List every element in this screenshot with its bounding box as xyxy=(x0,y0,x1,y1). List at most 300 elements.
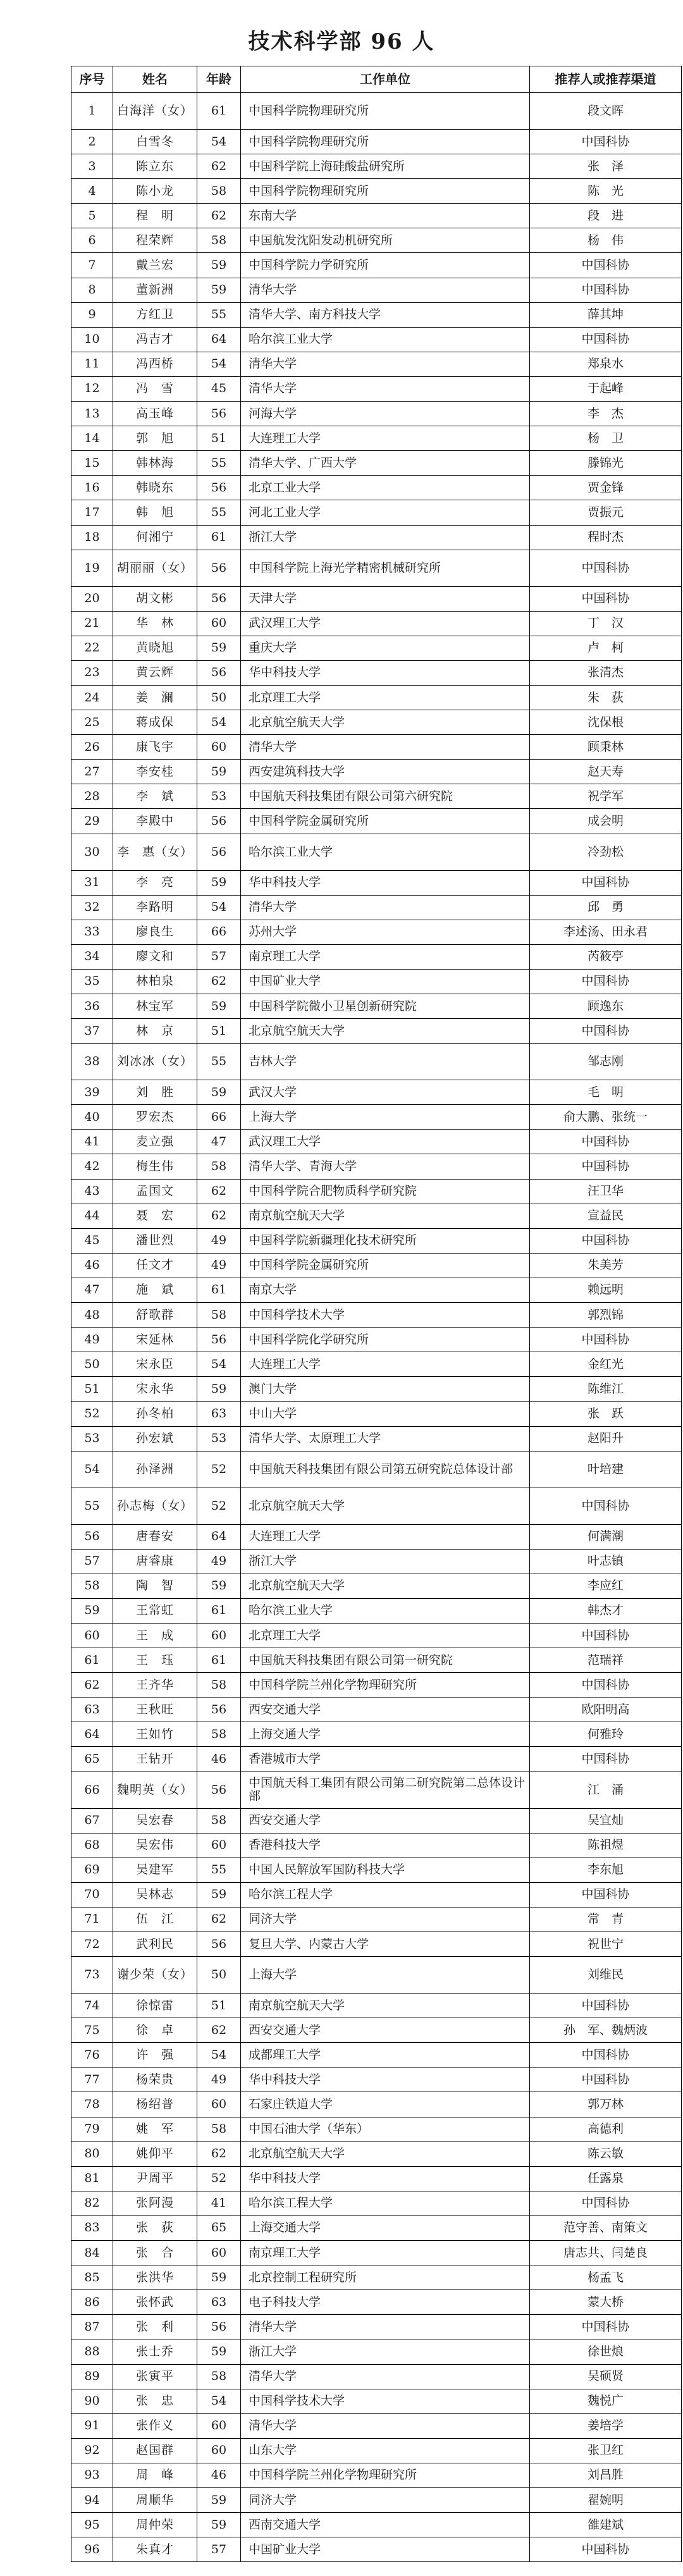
table-row xyxy=(71,1574,682,1598)
cell-unit: 清华大学 xyxy=(241,2364,530,2389)
cell-num: 37 xyxy=(71,1019,113,1044)
cell-unit: 清华大学 xyxy=(241,735,530,760)
cell-num: 73 xyxy=(71,1957,113,1994)
cell-unit: 清华大学 xyxy=(241,895,530,920)
cell-name: 张洪华 xyxy=(113,2265,197,2290)
table-row xyxy=(71,228,682,253)
cell-unit: 清华大学 xyxy=(241,2315,530,2339)
cell-recommender: 贾金锋 xyxy=(530,476,682,500)
cell-name: 尹周平 xyxy=(113,2166,197,2191)
cell-unit: 大连理工大学 xyxy=(241,1524,530,1549)
cell-name: 吴宏伟 xyxy=(113,1833,197,1858)
cell-age: 59 xyxy=(197,1882,241,1907)
cell-age: 64 xyxy=(197,327,241,352)
table-row xyxy=(71,376,682,401)
cell-recommender: 中国科协 xyxy=(530,2191,682,2215)
table-row xyxy=(71,784,682,809)
cell-recommender: 范瑞祥 xyxy=(530,1648,682,1673)
cell-unit: 北京航空航天大学 xyxy=(241,1488,530,1524)
cell-age: 62 xyxy=(197,154,241,179)
page-title: 技术科学部 96 人 xyxy=(248,29,435,54)
cell-unit: 南京大学 xyxy=(241,1278,530,1302)
cell-unit: 南京航空航天大学 xyxy=(241,1994,530,2018)
table-row xyxy=(71,1722,682,1747)
cell-unit: 西安交通大学 xyxy=(241,2018,530,2043)
cell-unit: 中国航发沈阳发动机研究所 xyxy=(241,228,530,253)
cell-recommender: 中国科协 xyxy=(530,1747,682,1772)
cell-recommender: 李应红 xyxy=(530,1574,682,1598)
table-row xyxy=(71,525,682,550)
cell-recommender: 中国科协 xyxy=(530,2537,682,2562)
cell-age: 46 xyxy=(197,1747,241,1772)
cell-name: 任文才 xyxy=(113,1253,197,1278)
table-row xyxy=(71,1019,682,1044)
cell-age: 54 xyxy=(197,895,241,920)
cell-recommender: 中国科协 xyxy=(530,1130,682,1154)
cell-age: 58 xyxy=(197,1303,241,1328)
cell-age: 58 xyxy=(197,179,241,204)
cell-unit: 香港科技大学 xyxy=(241,1833,530,1858)
cell-age: 54 xyxy=(197,710,241,735)
cell-name: 麦立强 xyxy=(113,1130,197,1154)
table-row xyxy=(71,154,682,179)
cell-name: 王常虹 xyxy=(113,1598,197,1623)
cell-num: 21 xyxy=(71,611,113,636)
cell-unit: 哈尔滨工业大学 xyxy=(241,834,530,870)
cell-unit: 复旦大学、内蒙古大学 xyxy=(241,1932,530,1957)
cell-name: 朱真才 xyxy=(113,2537,197,2562)
cell-num: 93 xyxy=(71,2463,113,2487)
cell-recommender: 中国科协 xyxy=(530,130,682,154)
cell-name: 姚仰平 xyxy=(113,2142,197,2166)
cell-unit: 武汉大学 xyxy=(241,1080,530,1105)
cell-unit: 哈尔滨工业大学 xyxy=(241,1598,530,1623)
cell-age: 56 xyxy=(197,1698,241,1722)
cell-recommender: 杨 伟 xyxy=(530,228,682,253)
table-row xyxy=(71,1858,682,1882)
cell-num: 84 xyxy=(71,2241,113,2265)
cell-num: 63 xyxy=(71,1698,113,1722)
cell-name: 白海洋（女） xyxy=(113,93,197,130)
cell-num: 8 xyxy=(71,278,113,302)
cell-name: 高玉峰 xyxy=(113,402,197,426)
cell-age: 66 xyxy=(197,920,241,944)
table-row xyxy=(71,1328,682,1352)
cell-unit: 华中科技大学 xyxy=(241,2068,530,2092)
cell-name: 韩林海 xyxy=(113,451,197,476)
cell-num: 20 xyxy=(71,586,113,611)
cell-age: 59 xyxy=(197,278,241,302)
cell-unit: 清华大学、青海大学 xyxy=(241,1154,530,1179)
table-row xyxy=(71,1524,682,1549)
table-row xyxy=(71,2487,682,2512)
table-row xyxy=(71,834,682,870)
cell-recommender: 卢 柯 xyxy=(530,636,682,660)
cell-num: 94 xyxy=(71,2487,113,2512)
table-row xyxy=(71,611,682,636)
cell-num: 41 xyxy=(71,1130,113,1154)
cell-age: 62 xyxy=(197,204,241,228)
cell-name: 张士乔 xyxy=(113,2339,197,2364)
cell-age: 56 xyxy=(197,2315,241,2339)
cell-age: 54 xyxy=(197,2043,241,2068)
cell-age: 63 xyxy=(197,2290,241,2315)
table-row xyxy=(71,500,682,525)
table-row xyxy=(71,1451,682,1488)
table-row xyxy=(71,994,682,1019)
cell-age: 56 xyxy=(197,1772,241,1808)
cell-age: 49 xyxy=(197,1549,241,1574)
cell-recommender: 欧阳明高 xyxy=(530,1698,682,1722)
candidates-table xyxy=(71,66,682,2562)
cell-recommender: 李东旭 xyxy=(530,1858,682,1882)
cell-name: 张作义 xyxy=(113,2413,197,2438)
cell-num: 25 xyxy=(71,710,113,735)
cell-recommender: 邹志刚 xyxy=(530,1044,682,1080)
cell-recommender: 中国科协 xyxy=(530,1488,682,1524)
cell-age: 58 xyxy=(197,2117,241,2142)
cell-name: 张寅平 xyxy=(113,2364,197,2389)
cell-num: 18 xyxy=(71,525,113,550)
cell-age: 59 xyxy=(197,760,241,784)
table-row xyxy=(71,2018,682,2043)
table-row xyxy=(71,179,682,204)
cell-unit: 中国科学院兰州化学物理研究所 xyxy=(241,1673,530,1698)
table-row xyxy=(71,476,682,500)
table-row xyxy=(71,2166,682,2191)
cell-age: 59 xyxy=(197,2487,241,2512)
table-row xyxy=(71,2315,682,2339)
cell-recommender: 朱美芳 xyxy=(530,1253,682,1278)
cell-age: 58 xyxy=(197,228,241,253)
cell-name: 程 明 xyxy=(113,204,197,228)
cell-num: 86 xyxy=(71,2290,113,2315)
cell-num: 85 xyxy=(71,2265,113,2290)
cell-unit: 中国航天科技集团有限公司第六研究院 xyxy=(241,784,530,809)
cell-recommender: 沈保根 xyxy=(530,710,682,735)
cell-age: 56 xyxy=(197,402,241,426)
cell-age: 60 xyxy=(197,2241,241,2265)
cell-age: 59 xyxy=(197,1574,241,1598)
cell-unit: 华中科技大学 xyxy=(241,870,530,895)
cell-recommender: 中国科协 xyxy=(530,1154,682,1179)
cell-num: 96 xyxy=(71,2537,113,2562)
cell-num: 64 xyxy=(71,1722,113,1747)
cell-num: 4 xyxy=(71,179,113,204)
cell-num: 71 xyxy=(71,1907,113,1932)
table-header-row xyxy=(71,66,682,93)
cell-age: 59 xyxy=(197,2265,241,2290)
cell-unit: 中国科学技术大学 xyxy=(241,2389,530,2413)
cell-unit: 清华大学 xyxy=(241,2413,530,2438)
cell-num: 95 xyxy=(71,2513,113,2537)
table-row xyxy=(71,302,682,327)
cell-age: 50 xyxy=(197,1957,241,1994)
cell-name: 韩晓东 xyxy=(113,476,197,500)
table-row xyxy=(71,1253,682,1278)
table-row xyxy=(71,660,682,685)
cell-name: 白雪冬 xyxy=(113,130,197,154)
cell-age: 57 xyxy=(197,2537,241,2562)
cell-age: 54 xyxy=(197,352,241,376)
cell-age: 62 xyxy=(197,2142,241,2166)
cell-unit: 上海大学 xyxy=(241,1105,530,1130)
cell-recommender: 何满潮 xyxy=(530,1524,682,1549)
cell-name: 徐惊雷 xyxy=(113,1994,197,2018)
cell-age: 53 xyxy=(197,1426,241,1451)
cell-num: 22 xyxy=(71,636,113,660)
cell-recommender: 徐世烺 xyxy=(530,2339,682,2364)
cell-num: 29 xyxy=(71,809,113,834)
cell-unit: 武汉理工大学 xyxy=(241,611,530,636)
cell-age: 60 xyxy=(197,1623,241,1648)
cell-name: 杨绍普 xyxy=(113,2092,197,2117)
cell-num: 60 xyxy=(71,1623,113,1648)
cell-num: 48 xyxy=(71,1303,113,1328)
table-row xyxy=(71,2413,682,2438)
cell-recommender: 赵阳升 xyxy=(530,1426,682,1451)
cell-age: 49 xyxy=(197,1228,241,1253)
cell-age: 62 xyxy=(197,1907,241,1932)
cell-age: 57 xyxy=(197,944,241,969)
cell-name: 许 强 xyxy=(113,2043,197,2068)
cell-unit: 哈尔滨工程大学 xyxy=(241,2191,530,2215)
cell-num: 43 xyxy=(71,1179,113,1204)
cell-unit: 上海大学 xyxy=(241,1957,530,1994)
cell-age: 58 xyxy=(197,1808,241,1833)
cell-num: 11 xyxy=(71,352,113,376)
cell-unit: 浙江大学 xyxy=(241,525,530,550)
cell-unit: 中国航天科工集团有限公司第二研究院第二总体设计部 xyxy=(241,1772,530,1808)
cell-age: 61 xyxy=(197,1598,241,1623)
cell-unit: 苏州大学 xyxy=(241,920,530,944)
cell-unit: 大连理工大学 xyxy=(241,426,530,451)
cell-recommender: 陈云敏 xyxy=(530,2142,682,2166)
cell-recommender: 中国科协 xyxy=(530,969,682,994)
cell-name: 宋延林 xyxy=(113,1328,197,1352)
cell-name: 吴建军 xyxy=(113,1858,197,1882)
cell-num: 56 xyxy=(71,1524,113,1549)
table-row xyxy=(71,2117,682,2142)
cell-num: 79 xyxy=(71,2117,113,2142)
cell-name: 伍 江 xyxy=(113,1907,197,1932)
cell-name: 廖良生 xyxy=(113,920,197,944)
cell-recommender: 中国科协 xyxy=(530,1228,682,1253)
table-row xyxy=(71,2389,682,2413)
cell-num: 90 xyxy=(71,2389,113,2413)
cell-unit: 南京理工大学 xyxy=(241,2241,530,2265)
cell-num: 6 xyxy=(71,228,113,253)
cell-age: 52 xyxy=(197,1488,241,1524)
cell-recommender: 宣益民 xyxy=(530,1204,682,1228)
cell-recommender: 中国科协 xyxy=(530,2068,682,2092)
cell-recommender: 孙 军、魏炳波 xyxy=(530,2018,682,2043)
cell-recommender: 中国科协 xyxy=(530,253,682,278)
cell-name: 孟国文 xyxy=(113,1179,197,1204)
cell-unit: 清华大学 xyxy=(241,376,530,401)
cell-num: 39 xyxy=(71,1080,113,1105)
cell-unit: 清华大学、太原理工大学 xyxy=(241,1426,530,1451)
cell-name: 康飞宇 xyxy=(113,735,197,760)
cell-num: 45 xyxy=(71,1228,113,1253)
cell-unit: 中国矿业大学 xyxy=(241,969,530,994)
cell-recommender: 段 进 xyxy=(530,204,682,228)
cell-name: 陈立东 xyxy=(113,154,197,179)
cell-num: 33 xyxy=(71,920,113,944)
cell-age: 59 xyxy=(197,1377,241,1402)
cell-unit: 东南大学 xyxy=(241,204,530,228)
cell-name: 陶 智 xyxy=(113,1574,197,1598)
cell-name: 廖文和 xyxy=(113,944,197,969)
cell-age: 58 xyxy=(197,1722,241,1747)
cell-unit: 中国矿业大学 xyxy=(241,2537,530,2562)
cell-unit: 中国科学技术大学 xyxy=(241,1303,530,1328)
cell-unit: 哈尔滨工业大学 xyxy=(241,327,530,352)
cell-age: 59 xyxy=(197,2513,241,2537)
cell-age: 47 xyxy=(197,1130,241,1154)
cell-num: 13 xyxy=(71,402,113,426)
cell-name: 舒歌群 xyxy=(113,1303,197,1328)
cell-age: 64 xyxy=(197,1524,241,1549)
cell-unit: 哈尔滨工程大学 xyxy=(241,1882,530,1907)
cell-num: 34 xyxy=(71,944,113,969)
cell-age: 58 xyxy=(197,1154,241,1179)
cell-recommender: 杨孟飞 xyxy=(530,2265,682,2290)
cell-name: 徐 卓 xyxy=(113,2018,197,2043)
cell-name: 林宝军 xyxy=(113,994,197,1019)
cell-age: 55 xyxy=(197,1858,241,1882)
cell-age: 46 xyxy=(197,2463,241,2487)
cell-recommender: 芮筱亭 xyxy=(530,944,682,969)
cell-name: 梅生伟 xyxy=(113,1154,197,1179)
cell-recommender: 翟婉明 xyxy=(530,2487,682,2512)
cell-recommender: 中国科协 xyxy=(530,1673,682,1698)
cell-recommender: 任露泉 xyxy=(530,2166,682,2191)
cell-name: 方红卫 xyxy=(113,302,197,327)
cell-age: 54 xyxy=(197,1352,241,1377)
cell-age: 62 xyxy=(197,1204,241,1228)
table-row xyxy=(71,1673,682,1698)
cell-recommender: 中国科协 xyxy=(530,1019,682,1044)
cell-name: 李安桂 xyxy=(113,760,197,784)
cell-recommender: 郑泉水 xyxy=(530,352,682,376)
cell-recommender: 韩杰才 xyxy=(530,1598,682,1623)
cell-name: 郭 旭 xyxy=(113,426,197,451)
cell-age: 60 xyxy=(197,2413,241,2438)
table-row xyxy=(71,1623,682,1648)
cell-recommender: 刘昌胜 xyxy=(530,2463,682,2487)
cell-name: 李 亮 xyxy=(113,870,197,895)
cell-name: 宋永臣 xyxy=(113,1352,197,1377)
cell-name: 唐春安 xyxy=(113,1524,197,1549)
header-recommender: 推荐人或推荐渠道 xyxy=(530,66,682,93)
header-age: 年龄 xyxy=(197,66,241,93)
table-row xyxy=(71,1204,682,1228)
cell-name: 姚 军 xyxy=(113,2117,197,2142)
table-row xyxy=(71,253,682,278)
cell-num: 88 xyxy=(71,2339,113,2364)
cell-name: 黄云辉 xyxy=(113,660,197,685)
table-row xyxy=(71,1426,682,1451)
cell-name: 华 林 xyxy=(113,611,197,636)
table-row xyxy=(71,1808,682,1833)
table-row xyxy=(71,1957,682,1994)
cell-num: 65 xyxy=(71,1747,113,1772)
cell-recommender: 张 跃 xyxy=(530,1402,682,1426)
cell-name: 蒋成保 xyxy=(113,710,197,735)
cell-name: 张阿漫 xyxy=(113,2191,197,2215)
table-row xyxy=(71,1698,682,1722)
cell-unit: 华中科技大学 xyxy=(241,660,530,685)
cell-age: 50 xyxy=(197,685,241,710)
cell-recommender: 冷劲松 xyxy=(530,834,682,870)
table-row xyxy=(71,1105,682,1130)
cell-unit: 重庆大学 xyxy=(241,636,530,660)
cell-num: 40 xyxy=(71,1105,113,1130)
cell-recommender: 中国科协 xyxy=(530,2043,682,2068)
table-row xyxy=(71,1080,682,1105)
table-body xyxy=(71,93,682,2562)
table-row xyxy=(71,451,682,476)
cell-name: 陈小龙 xyxy=(113,179,197,204)
cell-num: 2 xyxy=(71,130,113,154)
cell-unit: 西安交通大学 xyxy=(241,1808,530,1833)
cell-name: 宋永华 xyxy=(113,1377,197,1402)
cell-unit: 大连理工大学 xyxy=(241,1352,530,1377)
cell-num: 82 xyxy=(71,2191,113,2215)
cell-unit: 华中科技大学 xyxy=(241,2166,530,2191)
table-row xyxy=(71,870,682,895)
cell-unit: 上海交通大学 xyxy=(241,2215,530,2240)
cell-num: 47 xyxy=(71,1278,113,1302)
cell-recommender: 高德利 xyxy=(530,2117,682,2142)
cell-age: 60 xyxy=(197,735,241,760)
cell-recommender: 姜培学 xyxy=(530,2413,682,2438)
cell-name: 李殿中 xyxy=(113,809,197,834)
cell-name: 林柏泉 xyxy=(113,969,197,994)
table-row xyxy=(71,2191,682,2215)
cell-recommender: 中国科协 xyxy=(530,278,682,302)
cell-num: 44 xyxy=(71,1204,113,1228)
cell-unit: 中国科学院化学研究所 xyxy=(241,1328,530,1352)
cell-unit: 石家庄铁道大学 xyxy=(241,2092,530,2117)
cell-age: 53 xyxy=(197,784,241,809)
cell-name: 胡文彬 xyxy=(113,586,197,611)
cell-name: 林 京 xyxy=(113,1019,197,1044)
cell-unit: 中国科学院力学研究所 xyxy=(241,253,530,278)
cell-age: 56 xyxy=(197,586,241,611)
cell-name: 王 成 xyxy=(113,1623,197,1648)
cell-recommender: 赖远明 xyxy=(530,1278,682,1302)
table-row xyxy=(71,586,682,611)
cell-unit: 西南交通大学 xyxy=(241,2513,530,2537)
cell-recommender: 李 杰 xyxy=(530,402,682,426)
cell-name: 孙志梅（女） xyxy=(113,1488,197,1524)
cell-unit: 成都理工大学 xyxy=(241,2043,530,2068)
cell-num: 36 xyxy=(71,994,113,1019)
cell-age: 56 xyxy=(197,1328,241,1352)
table-row xyxy=(71,1598,682,1623)
table-row xyxy=(71,130,682,154)
cell-recommender: 顾秉林 xyxy=(530,735,682,760)
cell-name: 吴宏春 xyxy=(113,1808,197,1833)
cell-age: 65 xyxy=(197,2215,241,2240)
cell-recommender: 中国科协 xyxy=(530,550,682,586)
cell-recommender: 雒建斌 xyxy=(530,2513,682,2537)
cell-unit: 同济大学 xyxy=(241,1907,530,1932)
cell-age: 56 xyxy=(197,550,241,586)
cell-unit: 电子科技大学 xyxy=(241,2290,530,2315)
